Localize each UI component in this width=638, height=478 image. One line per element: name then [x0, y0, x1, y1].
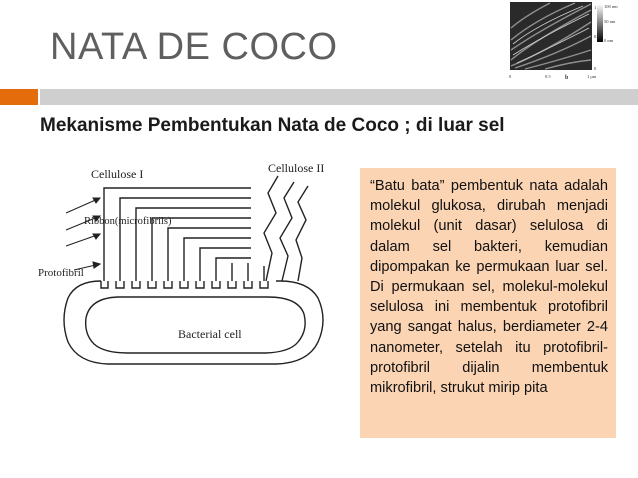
x-tick-0: 0 — [509, 74, 512, 79]
cellulose-fibrils — [104, 188, 251, 281]
label-cellulose-2: Cellulose II — [268, 161, 325, 175]
micrograph-figure — [505, 0, 618, 81]
label-ribbon: Ribbon(microfibrils) — [84, 216, 172, 227]
cellulose-ii-ribbons — [264, 176, 308, 281]
scale-label-bottom: 0 nm — [604, 38, 614, 43]
label-protofibril: Protofibril — [38, 267, 84, 279]
x-tick-1: 1 μm — [587, 74, 597, 79]
y-tick-1: 1 — [594, 5, 597, 10]
label-cellulose-1: Cellulose I — [91, 167, 144, 181]
bacterial-cell-diagram — [36, 158, 356, 368]
slide-title: NATA DE COCO — [50, 26, 338, 68]
label-bacterial-cell: Bacterial cell — [178, 327, 242, 341]
accent-bar-orange — [0, 89, 38, 105]
accent-bar-gray — [40, 89, 638, 105]
micrograph-image — [510, 2, 592, 70]
panel-label: b — [565, 75, 569, 81]
slide-subtitle: Mekanisme Pembentukan Nata de Coco ; di luar sel — [40, 115, 505, 136]
description-text: “Batu bata” pembentuk nata adalah molekul glukosa, dirubah menjadi molekul (unit dasar) selulosa di dalam sel bakteri, kemudian dipompakan ke permukaan luar sel. Di permukaan sel, molekul-molekul selulosa ini membentuk protofibril yang sangat halus, berdiameter 2-4 nanometer, setelah itu protofibril-protofibril dijalin membentuk mikrofibril, strukut mirip pita — [370, 178, 608, 397]
scale-label-mid: 50 nm — [604, 19, 616, 24]
cell-outer-wall — [64, 281, 323, 364]
y-tick-05: 0.5 — [594, 34, 600, 39]
y-tick-0: 0 — [594, 66, 597, 71]
x-tick-05: 0.5 — [545, 74, 551, 79]
cell-surface-pores — [101, 281, 280, 288]
description-box — [360, 168, 616, 438]
scale-label-top: 100 nm — [604, 4, 618, 9]
cell-inner-membrane — [86, 297, 305, 353]
